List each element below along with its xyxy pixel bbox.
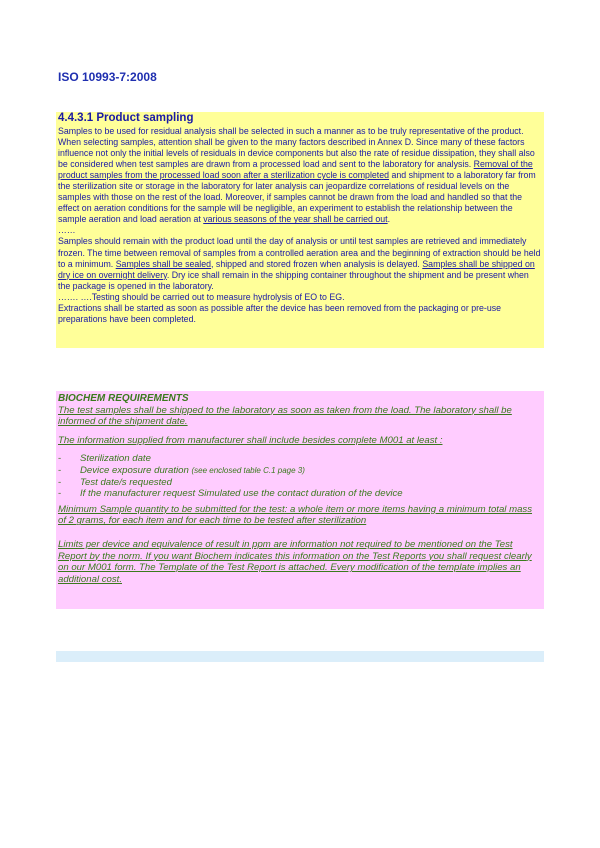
- footer-shaded-bar: [56, 651, 544, 662]
- dash-bullet: -: [58, 464, 62, 476]
- text-run: , shipped and stored frozen when analysis is delayed.: [211, 258, 423, 269]
- list-item-text: Test date/s requested: [80, 476, 172, 488]
- list-item: [58, 488, 542, 500]
- biochem-paragraph-1: The test samples shall be shipped to the laboratory as soon as taken from the load. The laboratory shall be informed of the shipment date.: [58, 404, 512, 428]
- sampling-paragraph-4: Extractions shall be started as soon as possible after the device has been removed from the packaging or pre-use preparations have been completed.: [58, 302, 502, 324]
- biochem-requirements-section: [56, 391, 544, 609]
- biochem-paragraph-2: The information supplied from manufacturer shall include besides complete M001 at least :: [58, 434, 443, 446]
- text-run: .: [387, 214, 391, 225]
- list-item: [58, 477, 542, 489]
- product-sampling-section: [56, 112, 544, 348]
- underlined-text: Removal of the product samples from the processed load soon after a sterilization cycle is completed: [58, 159, 533, 181]
- text-run: Samples should remain with the product load until the day of analysis or until test samples are retrieved and immediately frozen. The time between removal of samples from a controlled aeration area and the beginning of extraction should be held to a minimum.: [58, 236, 541, 269]
- biochem-title: BIOCHEM REQUIREMENTS: [58, 393, 189, 404]
- text-run: Samples to be used for residual analysis shall be selected in such a manner as to be truly representative of the product. When selecting samples, attention shall be given to the many factors described in Annex D. Since many of these factors influence not only the initial levels of residuals in device components but also the rate of residue dissipation, they shall also be considered when test samples are drawn from a processed load and sent to the laboratory for analysis.: [58, 126, 535, 170]
- list-item: [58, 465, 542, 477]
- list-item-note: (see enclosed table C.1 page 3): [191, 465, 305, 475]
- standard-title: ISO 10993-7:2008: [58, 70, 157, 84]
- dash-bullet: -: [58, 453, 62, 465]
- list-item-text: If the manufacturer request Simulated use the contact duration of the device: [80, 488, 403, 500]
- list-item-text: Sterilization date: [80, 453, 151, 465]
- sampling-paragraph-3: ……. ….Testing should be carried out to measure hydrolysis of EO to EG.: [58, 291, 345, 302]
- biochem-paragraph-3: Minimum Sample quantity to be submitted for the test: a whole item or more items having a minimum total mass of 2 grams, for each item and for each time to be tested after sterilization: [58, 503, 533, 527]
- underlined-text: Samples shall be shipped on dry ice on overnight delivery: [58, 258, 535, 280]
- underlined-text: various seasons of the year shall be carried out: [203, 214, 388, 225]
- text-run: . Dry ice shall remain in the shipping container throughout the shipment and be present when the package is opened in the laboratory.: [58, 269, 529, 291]
- underlined-text: Samples shall be sealed: [115, 258, 212, 269]
- sampling-paragraph-1: [58, 126, 542, 225]
- text-run: and shipment to a laboratory far from the sterilization site or storage in the laboratory for later analysis can jeopardize correlations of residual levels on the samples with those on the rest of the load. Moreover, if samples cannot be drawn from the load and handled so that the effect on aeration conditions for the sample will be negligible, an experiment to establish the relationship between the sample aeration and load aeration at: [58, 170, 536, 225]
- biochem-paragraph-4: Limits per device and equivalence of result in ppm are information not required to be mentioned on the Test Report by the norm. If you want Biochem indicates this information on the Test Reports you shall request clearly on our M001 form. The Template of the Test Report is attached. Every modification of the template implies an additional cost.: [58, 538, 532, 585]
- dash-bullet: -: [58, 488, 62, 500]
- list-item: [58, 453, 542, 465]
- ellipsis-line: ……: [58, 225, 76, 236]
- dash-bullet: -: [58, 476, 62, 488]
- section-heading: 4.4.3.1 Product sampling: [58, 112, 194, 124]
- sampling-paragraph-2: [58, 236, 542, 291]
- list-item-text: Device exposure duration: [80, 464, 192, 476]
- required-info-list: [56, 453, 544, 499]
